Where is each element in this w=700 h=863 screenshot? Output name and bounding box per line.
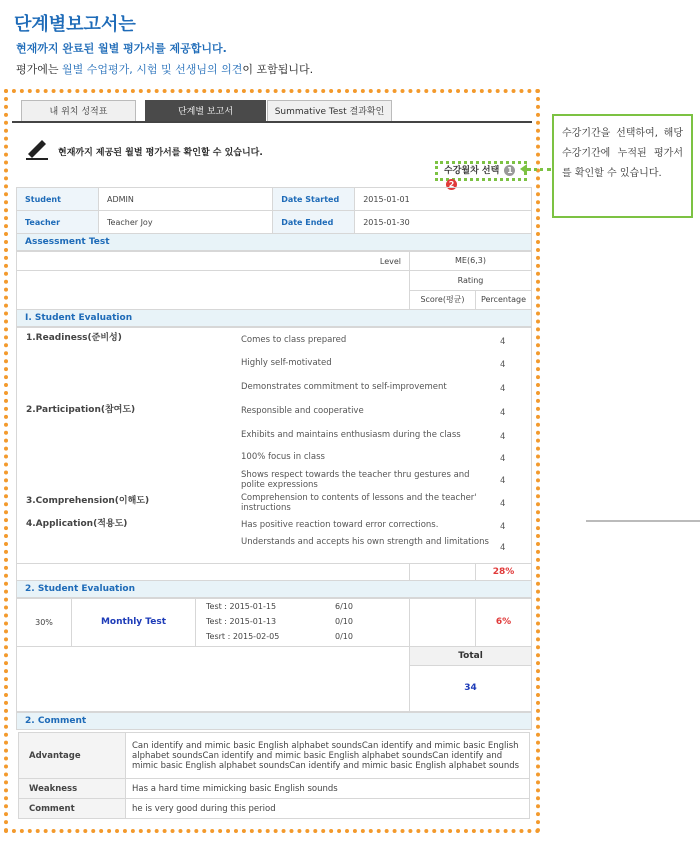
level-label-cell xyxy=(16,251,410,271)
evaluation-score: 4 xyxy=(500,384,506,394)
tab-position-report[interactable]: 내 위치 성적표 xyxy=(21,100,136,122)
category-application: 4.Application(적용도) xyxy=(26,519,128,529)
evaluation1-section-title: I. Student Evaluation xyxy=(16,309,532,327)
side-divider xyxy=(586,520,700,522)
score-header: Score(평균) xyxy=(409,290,476,310)
desc-pre: 평가에는 xyxy=(16,63,63,76)
evaluation1-percentage: 28% xyxy=(475,563,532,581)
evaluation-score: 4 xyxy=(500,522,506,532)
evaluation-item: Responsible and cooperative xyxy=(241,406,364,416)
total-value: 34 xyxy=(409,665,532,712)
callout-box: 수강기간을 선택하여, 해당 수강기간에 누적된 평가서를 확인할 수 있습니다. xyxy=(552,114,693,218)
total-spacer xyxy=(16,646,410,712)
total-label: Total xyxy=(409,646,532,666)
evaluation-item: Understands and accepts his own strength and limitations xyxy=(241,537,489,547)
teacher-value: Teacher Joy xyxy=(99,211,273,234)
student-value: ADMIN xyxy=(99,188,273,211)
comment-value: he is very good during this period xyxy=(126,799,530,819)
table-row xyxy=(17,188,532,211)
test-date: Tesrt : 2015-02-05 xyxy=(206,632,280,641)
monthly-test-name: Monthly Test xyxy=(71,598,196,647)
desc-post: 이 포함됩니다. xyxy=(242,63,314,76)
evaluation-score: 4 xyxy=(500,432,506,442)
page-subtitle: 현재까지 완료된 월별 평가서를 제공합니다. xyxy=(16,42,227,55)
date-started-label: Date Started xyxy=(273,188,355,211)
table-row xyxy=(19,799,530,819)
tab-stage-report[interactable]: 단계별 보고서 xyxy=(145,100,266,122)
monthly-test-weight: 30% xyxy=(16,598,72,647)
callout-connector xyxy=(527,168,551,171)
advantage-value: Can identify and mimic basic English alphabet soundsCan identify and mimic basic English alphabet soundsCan identify and mimic basic English alphabet soundsCan identify and mimic basic English alphabet soundsCan identify and mimic basic English alphabet sounds xyxy=(126,733,530,779)
table-row xyxy=(19,733,530,779)
evaluation-score: 4 xyxy=(500,337,506,347)
evaluation-item: Exhibits and maintains enthusiasm during the class xyxy=(241,430,461,440)
evaluation-item: 100% focus in class xyxy=(241,452,325,462)
comment-section-title: 2. Comment xyxy=(16,712,532,730)
date-ended-value: 2015-01-30 xyxy=(355,211,532,234)
rating-empty-cell xyxy=(16,270,410,310)
weakness-value: Has a hard time mimicking basic English sounds xyxy=(126,779,530,799)
percentage-header: Percentage xyxy=(475,290,532,310)
teacher-label: Teacher xyxy=(17,211,99,234)
level-label: Level xyxy=(379,257,401,266)
test-score: 0/10 xyxy=(335,617,353,626)
evaluation2-score-cell xyxy=(409,598,476,647)
evaluation-item: Demonstrates commitment to self-improvement xyxy=(241,382,447,392)
test-score: 0/10 xyxy=(335,632,353,641)
evaluation2-section-title: 2. Student Evaluation xyxy=(16,580,532,598)
page-description xyxy=(16,61,313,77)
tab-summative-test[interactable]: Summative Test 결과확인 xyxy=(267,100,392,122)
test-date: Test : 2015-01-13 xyxy=(206,617,277,626)
page-title: 단계별보고서는 xyxy=(14,14,136,35)
test-date: Test : 2015-01-15 xyxy=(206,602,277,611)
date-started-value: 2015-01-01 xyxy=(355,188,532,211)
comment-label: Comment xyxy=(19,799,126,819)
evaluation-score: 4 xyxy=(500,543,506,553)
evaluation-score: 4 xyxy=(500,499,506,509)
evaluation-item: Shows respect towards the teacher thru gestures and polite expressions xyxy=(241,470,470,490)
student-info-table xyxy=(16,187,532,234)
assessment-section-title: Assessment Test xyxy=(16,233,532,251)
rating-label: Rating xyxy=(409,270,532,291)
weakness-label: Weakness xyxy=(19,779,126,799)
evaluation-score: 4 xyxy=(500,408,506,418)
category-readiness: 1.Readiness(준비성) xyxy=(26,333,122,343)
evaluation-score: 4 xyxy=(500,360,506,370)
level-value: ME(6,3) xyxy=(409,251,532,271)
evaluation2-percentage: 6% xyxy=(475,598,532,647)
period-picker-label: 수강월차 선택 xyxy=(444,166,500,176)
evaluation-item: Highly self-motivated xyxy=(241,358,332,368)
callout-arrow-icon xyxy=(520,164,527,174)
period-option-1[interactable]: 1 xyxy=(504,165,515,176)
tab-divider xyxy=(12,121,532,123)
category-comprehension: 3.Comprehension(이해도) xyxy=(26,496,150,506)
evaluation1-total-spacer xyxy=(16,563,410,581)
student-label: Student xyxy=(17,188,99,211)
comment-table xyxy=(18,732,530,819)
advantage-label: Advantage xyxy=(19,733,126,779)
date-ended-label: Date Ended xyxy=(273,211,355,234)
table-row xyxy=(17,211,532,234)
table-row xyxy=(19,779,530,799)
evaluation-item: Comprehension to contents of lessons and the teacher' instructions xyxy=(241,493,477,513)
evaluation-score: 4 xyxy=(500,454,506,464)
category-participation: 2.Participation(참여도) xyxy=(26,405,136,415)
period-option-2[interactable]: 2 xyxy=(446,179,457,190)
period-picker xyxy=(435,161,527,189)
evaluation1-score-cell xyxy=(409,563,476,581)
desc-highlight: 월별 수업평가, 시험 및 선생님의 의견 xyxy=(62,63,243,76)
pen-icon xyxy=(24,138,50,160)
evaluation-item: Has positive reaction toward error corrections. xyxy=(241,520,439,530)
evaluation-score: 4 xyxy=(500,476,506,486)
evaluation-item: Comes to class prepared xyxy=(241,335,347,345)
notice-text: 현재까지 제공된 월별 평가서를 확인할 수 있습니다. xyxy=(58,148,263,158)
test-score: 6/10 xyxy=(335,602,353,611)
